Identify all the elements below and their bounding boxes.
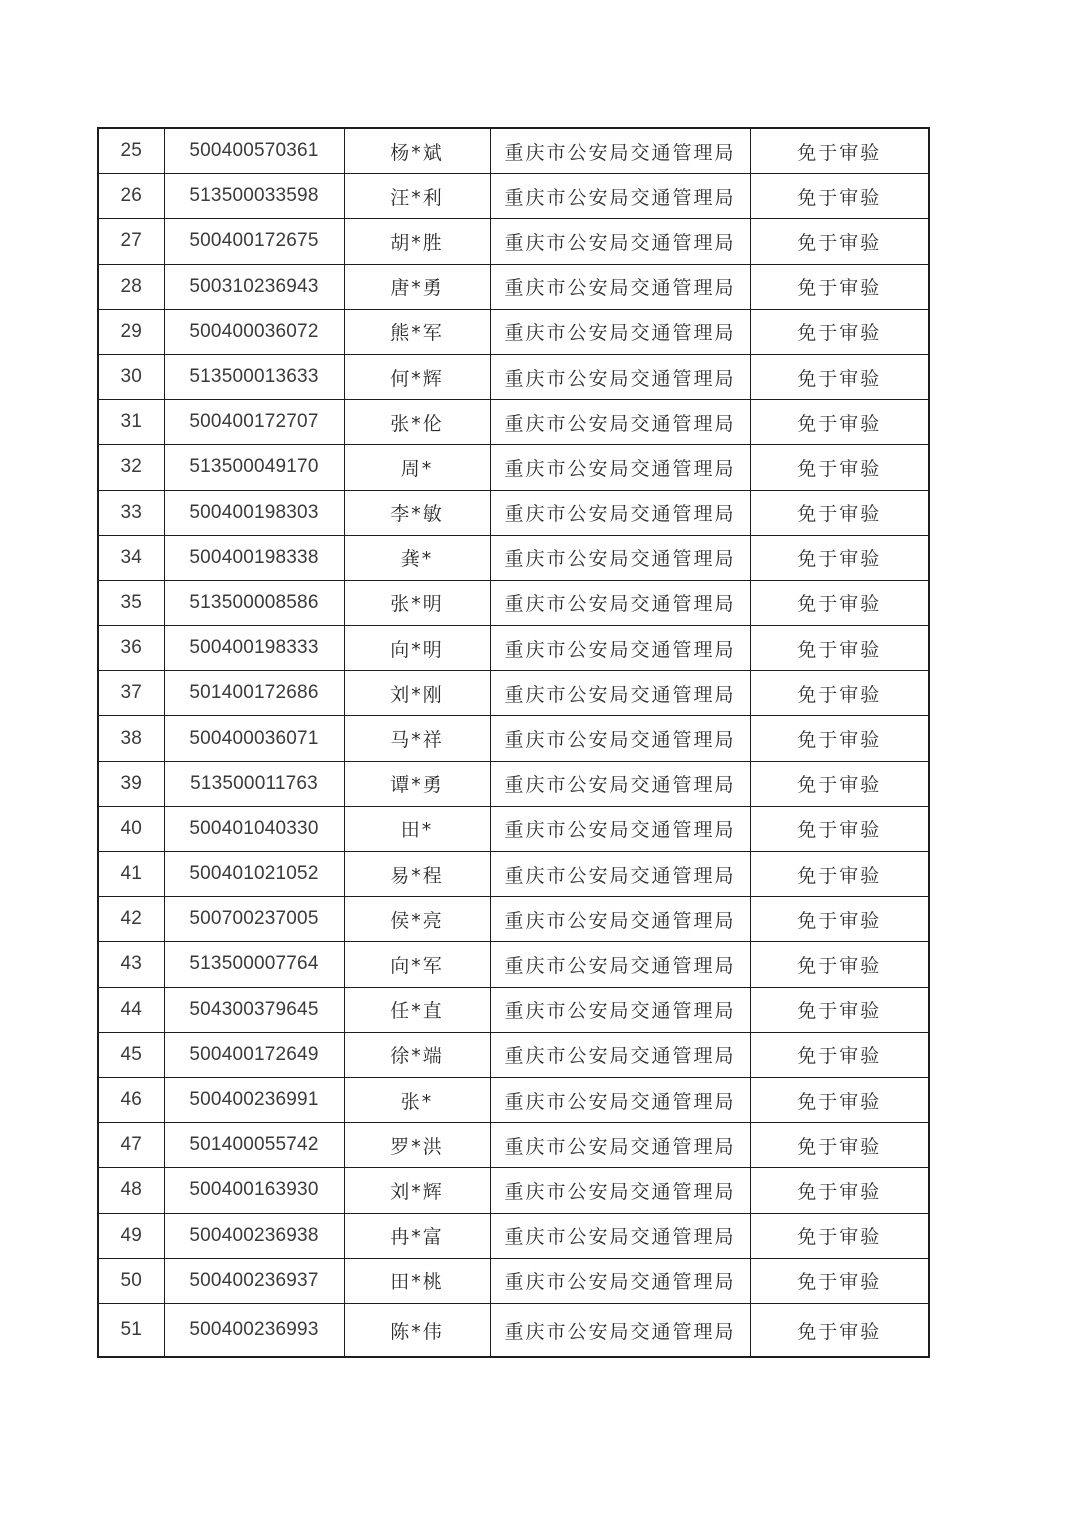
org-cell: 重庆市公安局交通管理局: [490, 580, 750, 625]
name-cell: 杨*斌: [344, 128, 490, 174]
row-index-cell: 32: [98, 445, 164, 490]
org-cell: 重庆市公安局交通管理局: [490, 400, 750, 445]
table-row: [98, 128, 929, 174]
name-cell: 熊*军: [344, 309, 490, 354]
name-cell: 张*明: [344, 580, 490, 625]
status-cell: 免于审验: [750, 490, 929, 535]
table-row: [98, 580, 929, 625]
org-cell: 重庆市公安局交通管理局: [490, 490, 750, 535]
name-cell: 马*祥: [344, 716, 490, 761]
status-cell: 免于审验: [750, 1303, 929, 1357]
row-index-cell: 33: [98, 490, 164, 535]
status-cell: 免于审验: [750, 942, 929, 987]
status-cell: 免于审验: [750, 264, 929, 309]
org-cell: 重庆市公安局交通管理局: [490, 1303, 750, 1357]
name-cell: 田*桃: [344, 1258, 490, 1303]
org-cell: 重庆市公安局交通管理局: [490, 1123, 750, 1168]
table-row: [98, 174, 929, 219]
name-cell: 田*: [344, 806, 490, 851]
table-row: [98, 264, 929, 309]
name-cell: 侯*亮: [344, 897, 490, 942]
status-cell: 免于审验: [750, 174, 929, 219]
status-cell: 免于审验: [750, 580, 929, 625]
table-row: [98, 1303, 929, 1357]
status-cell: 免于审验: [750, 897, 929, 942]
table-row: [98, 1168, 929, 1213]
status-cell: 免于审验: [750, 128, 929, 174]
org-cell: 重庆市公安局交通管理局: [490, 671, 750, 716]
row-index-cell: 29: [98, 309, 164, 354]
number-cell: 513500049170: [164, 445, 344, 490]
number-cell: 500400198303: [164, 490, 344, 535]
table-row: [98, 354, 929, 399]
row-index-cell: 43: [98, 942, 164, 987]
number-cell: 501400172686: [164, 671, 344, 716]
name-cell: 罗*洪: [344, 1123, 490, 1168]
status-cell: 免于审验: [750, 806, 929, 851]
name-cell: 汪*利: [344, 174, 490, 219]
document-table: [97, 127, 930, 1358]
table-row: [98, 897, 929, 942]
org-cell: 重庆市公安局交通管理局: [490, 761, 750, 806]
status-cell: 免于审验: [750, 1032, 929, 1077]
number-cell: 500401021052: [164, 852, 344, 897]
table-row: [98, 535, 929, 580]
status-cell: 免于审验: [750, 671, 929, 716]
table-row: [98, 445, 929, 490]
number-cell: 500401040330: [164, 806, 344, 851]
number-cell: 513500007764: [164, 942, 344, 987]
row-index-cell: 46: [98, 1077, 164, 1122]
name-cell: 向*军: [344, 942, 490, 987]
table-row: [98, 626, 929, 671]
org-cell: 重庆市公安局交通管理局: [490, 174, 750, 219]
number-cell: 504300379645: [164, 987, 344, 1032]
table-row: [98, 716, 929, 761]
name-cell: 徐*端: [344, 1032, 490, 1077]
row-index-cell: 37: [98, 671, 164, 716]
row-index-cell: 50: [98, 1258, 164, 1303]
org-cell: 重庆市公安局交通管理局: [490, 1258, 750, 1303]
org-cell: 重庆市公安局交通管理局: [490, 535, 750, 580]
table-row: [98, 309, 929, 354]
row-index-cell: 44: [98, 987, 164, 1032]
status-cell: 免于审验: [750, 309, 929, 354]
status-cell: 免于审验: [750, 219, 929, 264]
table-row: [98, 987, 929, 1032]
org-cell: 重庆市公安局交通管理局: [490, 354, 750, 399]
org-cell: 重庆市公安局交通管理局: [490, 445, 750, 490]
status-cell: 免于审验: [750, 852, 929, 897]
name-cell: 向*明: [344, 626, 490, 671]
org-cell: 重庆市公安局交通管理局: [490, 852, 750, 897]
name-cell: 易*程: [344, 852, 490, 897]
org-cell: 重庆市公安局交通管理局: [490, 309, 750, 354]
number-cell: 500400036071: [164, 716, 344, 761]
org-cell: 重庆市公安局交通管理局: [490, 128, 750, 174]
row-index-cell: 48: [98, 1168, 164, 1213]
status-cell: 免于审验: [750, 1168, 929, 1213]
row-index-cell: 45: [98, 1032, 164, 1077]
status-cell: 免于审验: [750, 535, 929, 580]
org-cell: 重庆市公安局交通管理局: [490, 626, 750, 671]
table-row: [98, 1032, 929, 1077]
table-row: [98, 761, 929, 806]
row-index-cell: 51: [98, 1303, 164, 1357]
org-cell: 重庆市公安局交通管理局: [490, 942, 750, 987]
table-row: [98, 806, 929, 851]
row-index-cell: 26: [98, 174, 164, 219]
row-index-cell: 41: [98, 852, 164, 897]
row-index-cell: 34: [98, 535, 164, 580]
name-cell: 谭*勇: [344, 761, 490, 806]
status-cell: 免于审验: [750, 1258, 929, 1303]
status-cell: 免于审验: [750, 354, 929, 399]
name-cell: 冉*富: [344, 1213, 490, 1258]
number-cell: 500400163930: [164, 1168, 344, 1213]
name-cell: 龚*: [344, 535, 490, 580]
row-index-cell: 39: [98, 761, 164, 806]
row-index-cell: 47: [98, 1123, 164, 1168]
row-index-cell: 31: [98, 400, 164, 445]
status-cell: 免于审验: [750, 626, 929, 671]
row-index-cell: 27: [98, 219, 164, 264]
number-cell: 501400055742: [164, 1123, 344, 1168]
number-cell: 500310236943: [164, 264, 344, 309]
number-cell: 500400198338: [164, 535, 344, 580]
table-body: [98, 128, 929, 1357]
status-cell: 免于审验: [750, 1077, 929, 1122]
name-cell: 任*直: [344, 987, 490, 1032]
number-cell: 500400236937: [164, 1258, 344, 1303]
table-row: [98, 1077, 929, 1122]
number-cell: 513500013633: [164, 354, 344, 399]
number-cell: 500400172675: [164, 219, 344, 264]
org-cell: 重庆市公安局交通管理局: [490, 264, 750, 309]
name-cell: 张*伦: [344, 400, 490, 445]
name-cell: 李*敏: [344, 490, 490, 535]
org-cell: 重庆市公安局交通管理局: [490, 219, 750, 264]
status-cell: 免于审验: [750, 445, 929, 490]
org-cell: 重庆市公安局交通管理局: [490, 1077, 750, 1122]
status-cell: 免于审验: [750, 1123, 929, 1168]
row-index-cell: 49: [98, 1213, 164, 1258]
name-cell: 刘*辉: [344, 1168, 490, 1213]
row-index-cell: 40: [98, 806, 164, 851]
number-cell: 513500033598: [164, 174, 344, 219]
status-cell: 免于审验: [750, 761, 929, 806]
org-cell: 重庆市公安局交通管理局: [490, 1032, 750, 1077]
number-cell: 513500008586: [164, 580, 344, 625]
number-cell: 500700237005: [164, 897, 344, 942]
name-cell: 张*: [344, 1077, 490, 1122]
number-cell: 500400172649: [164, 1032, 344, 1077]
org-cell: 重庆市公安局交通管理局: [490, 806, 750, 851]
org-cell: 重庆市公安局交通管理局: [490, 987, 750, 1032]
row-index-cell: 38: [98, 716, 164, 761]
row-index-cell: 28: [98, 264, 164, 309]
table-row: [98, 219, 929, 264]
table-row: [98, 400, 929, 445]
table-row: [98, 852, 929, 897]
status-cell: 免于审验: [750, 716, 929, 761]
row-index-cell: 36: [98, 626, 164, 671]
name-cell: 刘*刚: [344, 671, 490, 716]
row-index-cell: 42: [98, 897, 164, 942]
table-row: [98, 942, 929, 987]
status-cell: 免于审验: [750, 1213, 929, 1258]
number-cell: 500400036072: [164, 309, 344, 354]
org-cell: 重庆市公安局交通管理局: [490, 897, 750, 942]
status-cell: 免于审验: [750, 400, 929, 445]
name-cell: 唐*勇: [344, 264, 490, 309]
row-index-cell: 30: [98, 354, 164, 399]
number-cell: 500400236991: [164, 1077, 344, 1122]
table-row: [98, 490, 929, 535]
row-index-cell: 25: [98, 128, 164, 174]
number-cell: 500400198333: [164, 626, 344, 671]
number-cell: 513500011763: [164, 761, 344, 806]
org-cell: 重庆市公安局交通管理局: [490, 1168, 750, 1213]
name-cell: 何*辉: [344, 354, 490, 399]
number-cell: 500400236993: [164, 1303, 344, 1357]
number-cell: 500400236938: [164, 1213, 344, 1258]
name-cell: 胡*胜: [344, 219, 490, 264]
number-cell: 500400570361: [164, 128, 344, 174]
name-cell: 周*: [344, 445, 490, 490]
name-cell: 陈*伟: [344, 1303, 490, 1357]
table-row: [98, 671, 929, 716]
number-cell: 500400172707: [164, 400, 344, 445]
org-cell: 重庆市公安局交通管理局: [490, 1213, 750, 1258]
table-row: [98, 1258, 929, 1303]
table-row: [98, 1213, 929, 1258]
table-row: [98, 1123, 929, 1168]
org-cell: 重庆市公安局交通管理局: [490, 716, 750, 761]
row-index-cell: 35: [98, 580, 164, 625]
status-cell: 免于审验: [750, 987, 929, 1032]
